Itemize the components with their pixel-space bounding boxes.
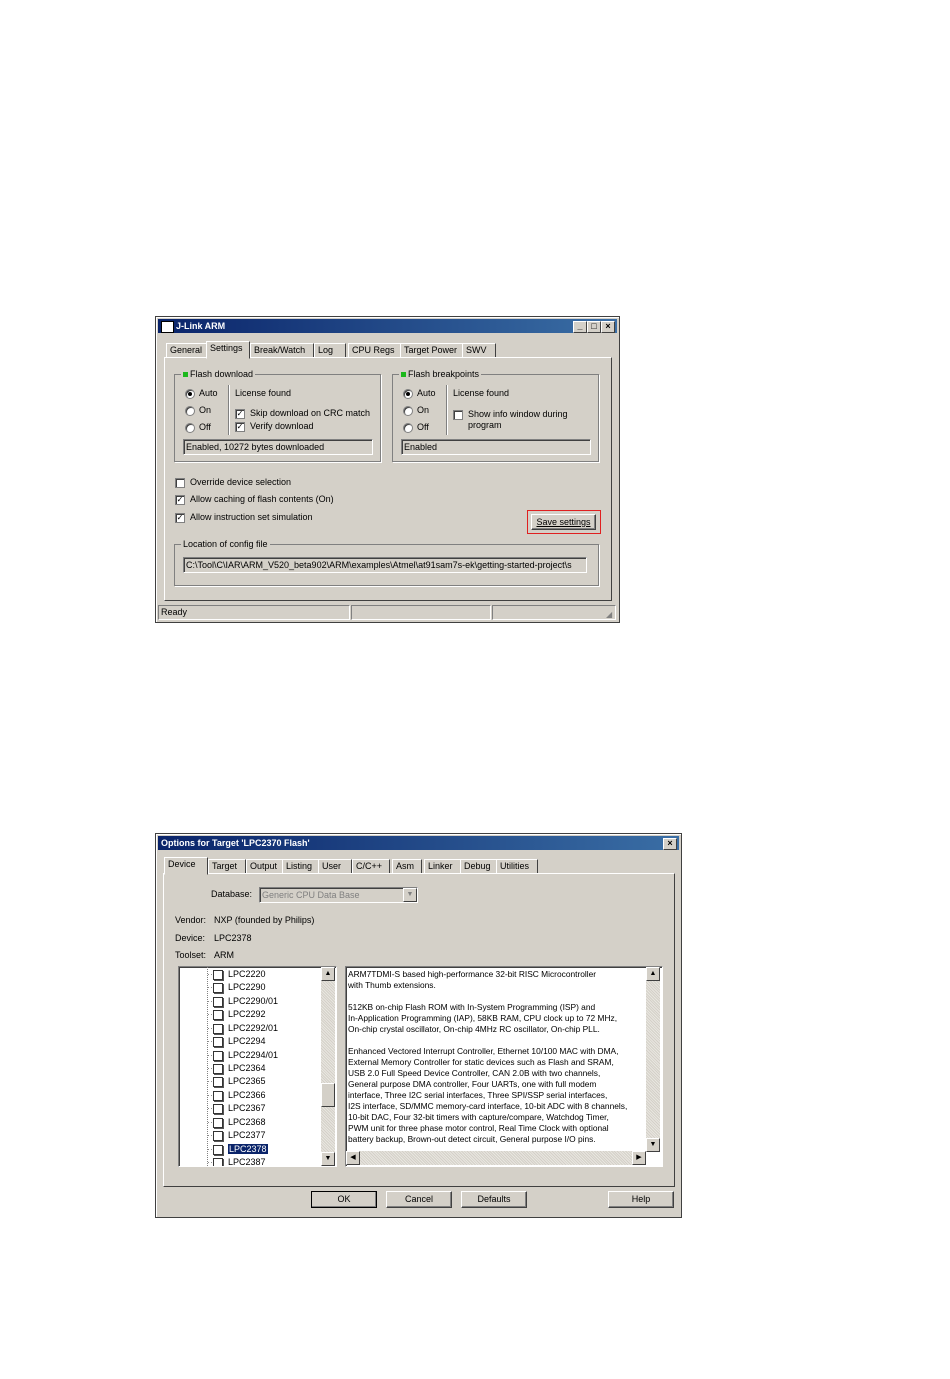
chip-icon <box>213 1051 223 1061</box>
close-button[interactable]: × <box>601 321 615 333</box>
status-pane-2 <box>351 605 491 620</box>
chevron-down-icon[interactable]: ▼ <box>403 888 417 902</box>
tree-item[interactable]: ·· LPC2366 <box>207 1090 266 1100</box>
flash-download-label: Flash download <box>181 369 255 379</box>
tree-item[interactable]: ·· LPC2364 <box>207 1063 266 1073</box>
chip-icon <box>213 1077 223 1087</box>
tab-device[interactable]: Device <box>164 857 208 875</box>
flash-bp-off-label: Off <box>417 422 429 432</box>
scroll-down-icon[interactable]: ▼ <box>646 1138 660 1152</box>
show-info-label-2: program <box>468 420 502 430</box>
cancel-button[interactable]: Cancel <box>386 1191 452 1208</box>
chip-icon <box>213 997 223 1007</box>
flash-bp-off-radio[interactable] <box>403 423 413 433</box>
tree-item[interactable]: ·· LPC2387 <box>207 1157 266 1167</box>
chip-icon <box>213 1145 223 1155</box>
options-device-panel <box>163 873 675 1187</box>
jlink-window <box>155 316 620 623</box>
verify-download-checkbox[interactable]: ✓ <box>236 422 244 431</box>
resize-grip-icon[interactable]: ◢ <box>606 610 613 619</box>
allow-caching-checkbox[interactable]: ✓ <box>176 495 184 504</box>
tree-item[interactable]: ·· LPC2294 <box>207 1036 266 1046</box>
chip-icon <box>213 1064 223 1074</box>
jlink-app-icon <box>161 321 174 333</box>
flash-download-auto-radio[interactable] <box>185 389 195 399</box>
description-vscrollbar[interactable] <box>646 967 660 1151</box>
jlink-titlebar[interactable] <box>158 319 617 333</box>
scroll-right-icon[interactable]: ▶ <box>632 1151 646 1165</box>
tab-asm[interactable]: Asm <box>392 859 422 875</box>
flash-bp-on-label: On <box>417 405 430 415</box>
jlink-title: J-Link ARM <box>176 321 226 331</box>
tab-debug[interactable]: Debug <box>460 859 498 875</box>
flash-breakpoints-label: Flash breakpoints <box>399 369 481 379</box>
tab-swv[interactable]: SWV <box>462 343 496 359</box>
help-button[interactable]: Help <box>608 1191 674 1208</box>
device-description <box>345 966 663 1167</box>
tab-listing[interactable]: Listing <box>282 859 320 875</box>
tab-log[interactable]: Log <box>314 343 346 359</box>
chip-icon <box>213 1024 223 1034</box>
scroll-down-icon[interactable]: ▼ <box>321 1152 335 1166</box>
description-para-2: 512KB on-chip Flash ROM with In-System Programming (ISP) and In-Application Programming (IAP), 58KB RAM, CPU clock up to 72 MHz, On-chip crystal oscillator, On-chip 4MHz RC oscillator, On-chip PLL. <box>348 1002 618 1034</box>
tree-item[interactable]: ·· LPC2368 <box>207 1117 266 1127</box>
options-window <box>155 833 682 1218</box>
skip-download-label: Skip download on CRC match <box>250 408 371 418</box>
device-tree[interactable] <box>178 966 337 1167</box>
override-device-checkbox[interactable] <box>175 478 185 488</box>
show-info-checkbox[interactable] <box>453 410 463 420</box>
maximize-button[interactable]: □ <box>587 321 601 333</box>
tree-item[interactable]: ·· LPC2290 <box>207 982 266 992</box>
scroll-left-icon[interactable]: ◀ <box>346 1151 360 1165</box>
override-device-label: Override device selection <box>190 477 292 487</box>
tab-utilities[interactable]: Utilities <box>496 859 538 875</box>
flash-download-group <box>174 369 381 462</box>
flash-bp-status: Enabled <box>401 439 591 455</box>
flash-bp-on-radio[interactable] <box>403 406 413 416</box>
tree-item[interactable]: ·· LPC2365 <box>207 1076 266 1086</box>
flash-bp-license: License found <box>453 388 510 398</box>
tab-general[interactable]: General <box>166 343 208 359</box>
divider <box>446 385 447 435</box>
green-status-icon <box>183 372 188 377</box>
tree-scrollbar[interactable] <box>321 967 335 1166</box>
tab-break-watch[interactable]: Break/Watch <box>250 343 314 359</box>
flash-download-license: License found <box>235 388 292 398</box>
skip-download-checkbox[interactable]: ✓ <box>236 409 244 418</box>
chip-icon <box>213 970 223 980</box>
chip-icon <box>213 1104 223 1114</box>
save-settings-button[interactable]: Save settings <box>531 514 596 530</box>
verify-download-label: Verify download <box>250 421 314 431</box>
chip-icon <box>213 1091 223 1101</box>
tab-linker[interactable]: Linker <box>424 859 462 875</box>
divider <box>228 385 229 435</box>
toolset-value: ARM <box>214 950 234 960</box>
status-pane-3 <box>492 605 616 620</box>
chip-icon <box>213 983 223 993</box>
database-select[interactable]: Generic CPU Data Base ▼ <box>259 887 418 903</box>
tree-item[interactable]: ·· LPC2220 <box>207 969 266 979</box>
description-hscrollbar[interactable] <box>346 1151 646 1165</box>
allow-caching-label: Allow caching of flash contents (On) <box>190 494 334 504</box>
ok-button[interactable]: OK <box>311 1191 377 1208</box>
tree-item[interactable]: ·· LPC2377 <box>207 1130 266 1140</box>
chip-icon <box>213 1010 223 1020</box>
flash-download-status: Enabled, 10272 bytes downloaded <box>183 439 373 455</box>
tree-item-selected[interactable]: ·· LPC2378 <box>207 1144 267 1154</box>
chip-icon <box>213 1131 223 1141</box>
tree-item[interactable]: ·· LPC2294/01 <box>207 1050 279 1060</box>
tab-target-power[interactable]: Target Power <box>400 343 464 359</box>
tab-target[interactable]: Target <box>208 859 246 875</box>
tree-item[interactable]: ·· LPC2292 <box>207 1009 266 1019</box>
flash-download-on-radio[interactable] <box>185 406 195 416</box>
flash-bp-auto-radio[interactable] <box>403 389 413 399</box>
defaults-button[interactable]: Defaults <box>461 1191 527 1208</box>
scroll-up-icon[interactable]: ▲ <box>321 967 335 981</box>
flash-breakpoints-group <box>392 369 599 462</box>
flash-download-off-radio[interactable] <box>185 423 195 433</box>
allow-sim-checkbox[interactable]: ✓ <box>176 513 184 522</box>
jlink-tabstrip <box>166 343 606 357</box>
scroll-up-icon[interactable]: ▲ <box>646 967 660 981</box>
allow-sim-label: Allow instruction set simulation <box>190 512 313 522</box>
database-label: Database: <box>211 889 253 899</box>
device-value: LPC2378 <box>214 933 252 943</box>
options-tabstrip <box>164 859 664 873</box>
tab-c-cpp[interactable]: C/C++ <box>352 859 390 875</box>
tab-output[interactable]: Output <box>246 859 284 875</box>
vendor-value: NXP (founded by Philips) <box>214 915 315 925</box>
description-para-1: ARM7TDMI-S based high-performance 32-bit RISC Microcontroller with Thumb extensions. <box>348 969 597 990</box>
tab-user[interactable]: User <box>318 859 352 875</box>
chip-icon <box>213 1158 223 1167</box>
config-file-label: Location of config file <box>183 539 268 549</box>
close-button[interactable]: × <box>663 838 677 850</box>
minimize-button[interactable]: _ <box>573 321 587 333</box>
green-status-icon <box>401 372 406 377</box>
status-text: Ready <box>158 605 350 620</box>
toolset-label: Toolset: <box>175 950 207 960</box>
tab-cpu-regs[interactable]: CPU Regs <box>348 343 402 359</box>
description-para-3: Enhanced Vectored Interrupt Controller, Ethernet 10/100 MAC with DMA, External Memory Controller for static devices such as Flash and SRAM, USB 2.0 Full Speed Device Controller, CAN 2.0B with two channels, General purpose DMA controller, Four UARTs, one with full modem interface, Three I2C serial interfaces, Three SPI/SSP serial interfaces, I2S interface, SD/MMC memory-card interface, 10-bit ADC with 8 channels, 10-bit DAC, Four 32-bit timers with capture/compare, Watchdog Timer, PWM unit for three phase motor control, Real Time Clock with optional battery backup, Brown-out detect circuit, General purpose I/O pins. <box>348 1046 628 1144</box>
chip-icon <box>213 1118 223 1128</box>
config-path-field[interactable]: C:\Tool\C\IAR\ARM_V520_beta902\ARM\examples\Atmel\at91sam7s-ek\getting-started-project\s <box>183 557 587 573</box>
tab-settings[interactable]: Settings <box>206 341 250 359</box>
tree-item[interactable]: ·· LPC2290/01 <box>207 996 279 1006</box>
device-label: Device: <box>175 933 206 943</box>
options-titlebar[interactable] <box>158 836 679 850</box>
flash-bp-auto-label: Auto <box>417 388 436 398</box>
scroll-thumb[interactable] <box>321 1083 335 1107</box>
flash-download-auto-label: Auto <box>199 388 218 398</box>
options-title: Options for Target 'LPC2370 Flash' <box>161 838 310 848</box>
show-info-label-1: Show info window during <box>468 409 568 419</box>
flash-download-off-label: Off <box>199 422 211 432</box>
tree-item[interactable]: ·· LPC2367 <box>207 1103 266 1113</box>
vendor-label: Vendor: <box>175 915 207 925</box>
chip-icon <box>213 1037 223 1047</box>
jlink-settings-panel <box>164 357 612 601</box>
tree-item[interactable]: ·· LPC2292/01 <box>207 1023 279 1033</box>
flash-download-on-label: On <box>199 405 212 415</box>
config-file-group <box>174 539 599 586</box>
